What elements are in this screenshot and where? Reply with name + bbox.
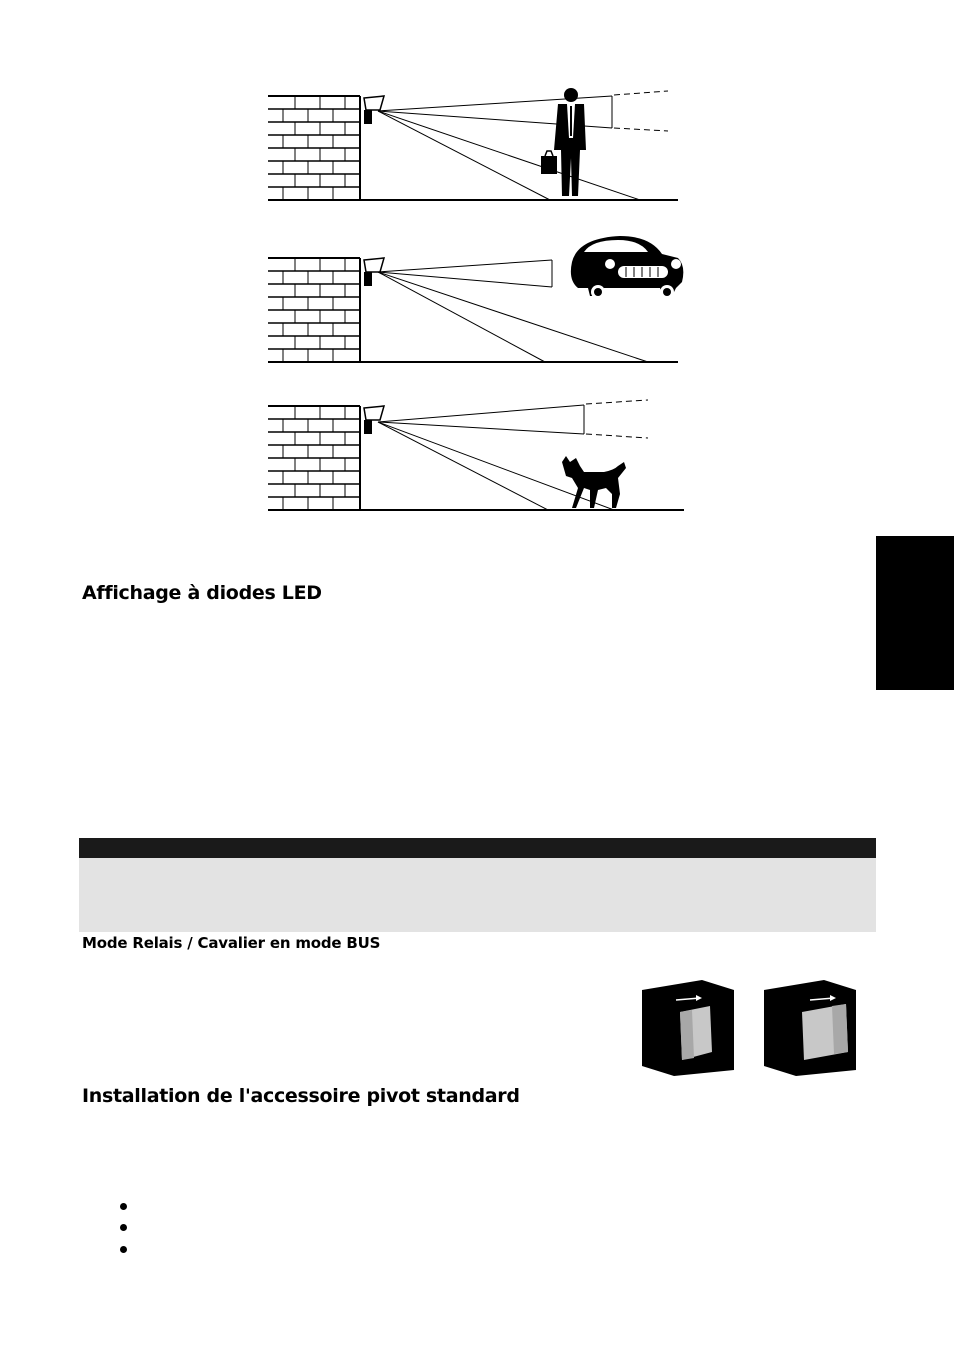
pivot-install-heading: Installation de l'accessoire pivot standard <box>82 1085 520 1107</box>
table-body-area <box>79 858 876 932</box>
jumper-relay-icon <box>640 978 738 1078</box>
list-bullet <box>120 1203 127 1210</box>
led-display-heading: Affichage à diodes LED <box>82 582 322 604</box>
detection-range-figures <box>0 0 954 530</box>
table-header-bar <box>79 838 876 858</box>
chapter-tab <box>876 536 954 690</box>
relay-mode-heading: Mode Relais / Cavalier en mode BUS <box>82 934 381 952</box>
list-bullet <box>120 1224 127 1231</box>
dog-figure <box>268 400 684 510</box>
car-silhouette <box>571 236 683 299</box>
car-figure <box>268 236 683 362</box>
dog-silhouette <box>562 456 626 508</box>
list-bullet <box>120 1246 127 1253</box>
jumper-bus-icon <box>762 978 860 1078</box>
person-figure <box>268 88 678 200</box>
